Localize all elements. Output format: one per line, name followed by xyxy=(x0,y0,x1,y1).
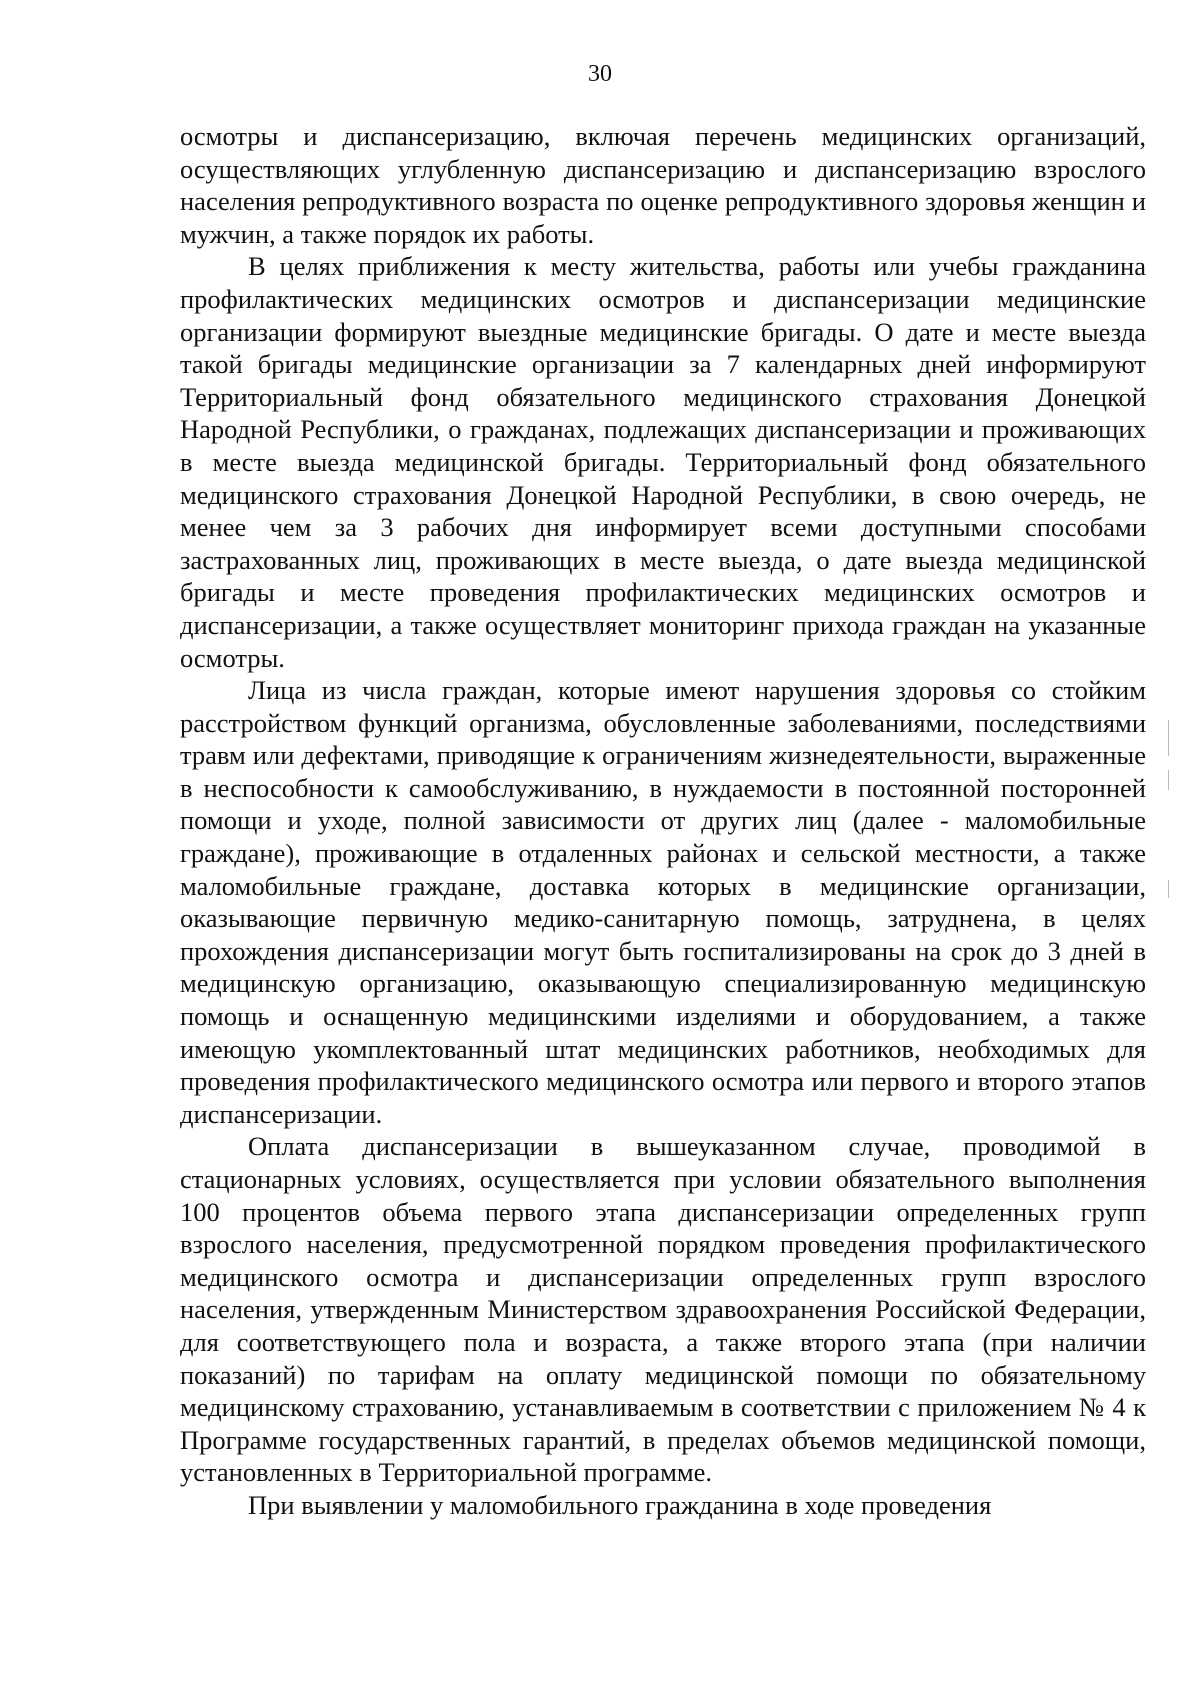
paragraph-low-mobility-citizens: Лица из числа граждан, которые имеют нарушения здоровья со стойким расстройством функций организма, обусловленные заболеваниями, последствиями травм или дефектами, приводящие к ограничениям жизнедеятельности, выраженные в неспособности к самообслуживанию, в нуждаемости в постоянной посторонней помощи и уходе, полной зависимости от других лиц (далее - маломобильные граждане), проживающие в отдаленных районах и сельской местности, а также маломобильные граждане, доставка которых в медицинские организации, оказывающие первичную медико-санитарную помощь, затруднена, в целях прохождения диспансеризации могут быть госпитализированы на срок до 3 дней в медицинскую организацию, оказывающую специализированную медицинскую помощь и оснащенную медицинскими изделиями и оборудованием, а также имеющую укомплектованный штат медицинских работников, необходимых для проведения профилактического медицинского осмотра или первого и второго этапов диспансеризации. xyxy=(180,675,1146,1129)
document-body xyxy=(180,120,1146,1522)
paragraph-detection: При выявлении у маломобильного гражданина в ходе проведения xyxy=(248,1489,992,1520)
paragraph-continuation: осмотры и диспансеризацию, включая перечень медицинских организаций, осуществляющих углубленную диспансеризацию и диспансеризацию взрослого населения репродуктивного возраста по оценке репродуктивного здоровья женщин и мужчин, а также порядок их работы. xyxy=(180,121,1146,249)
paragraph-payment-conditions: Оплата диспансеризации в вышеуказанном случае, проводимой в стационарных условиях, осуществляется при условии обязательного выполнения 100 процентов объема первого этапа диспансеризации определенных групп взрослого населения, предусмотренной порядком проведения профилактического медицинского осмотра и диспансеризации определенных групп взрослого населения, утвержденным Министерством здравоохранения Российской Федерации, для соответствующего пола и возраста, а также второго этапа (при наличии показаний) по тарифам на оплату медицинской помощи по обязательному медицинскому страхованию, устанавливаемым в соответствии с приложением № 4 к Программе государственных гарантий, в пределах объемов медицинской помощи, установленных в Территориальной программе. xyxy=(180,1131,1146,1488)
paragraph-mobile-brigades: В целях приближения к месту жительства, работы или учебы гражданина профилактических медицинских осмотров и диспансеризации медицинские организации формируют выездные медицинские бригады. О дате и месте выезда такой бригады медицинские организации за 7 календарных дней информируют Территориальный фонд обязательного медицинского страхования Донецкой Народной Республики, о гражданах, подлежащих диспансеризации и проживающих в месте выезда медицинской бригады. Территориальный фонд обязательного медицинского страхования Донецкой Народной Республики, в свою очередь, не менее чем за 3 рабочих дня информирует всеми доступными способами застрахованных лиц, проживающих в месте выезда, о дате выезда медицинской бригады и месте проведения профилактических медицинских осмотров и диспансеризации, а также осуществляет мониторинг прихода граждан на указанные осмотры. xyxy=(180,251,1146,673)
scan-artifact-mark xyxy=(1168,880,1169,898)
scan-artifact-mark xyxy=(1168,770,1169,790)
page-number: 30 xyxy=(588,61,612,87)
scan-artifact-mark xyxy=(1168,720,1169,756)
